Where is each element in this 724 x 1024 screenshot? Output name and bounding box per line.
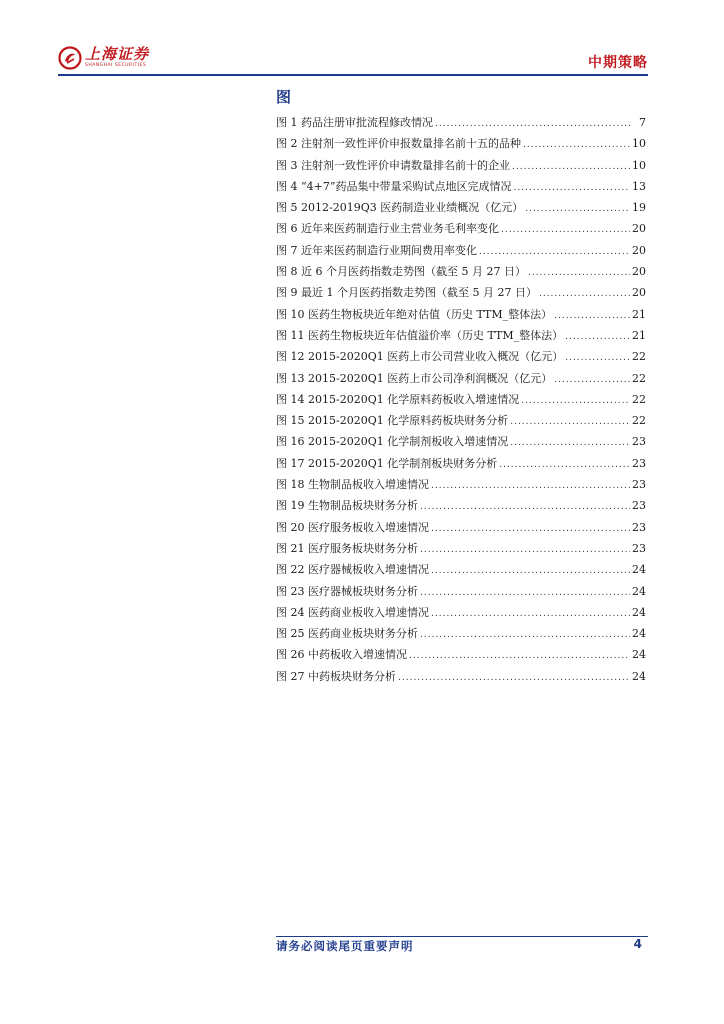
dot-leader: [565, 348, 630, 367]
figure-index-entry[interactable]: [276, 495, 646, 516]
figure-entry-page: 24: [632, 648, 646, 662]
figure-entry-page: 19: [632, 201, 646, 215]
dot-leader: [431, 519, 630, 538]
figure-index-entry[interactable]: [276, 112, 646, 133]
figure-entry-page: 23: [632, 435, 646, 449]
figure-index-list: [276, 112, 646, 687]
figure-index-entry[interactable]: [276, 133, 646, 154]
dot-leader: [409, 646, 630, 665]
dot-leader: [528, 263, 630, 282]
figure-entry-page: 13: [632, 179, 646, 193]
figure-entry-title: 图 10 医药生物板块近年绝对估值（历史 TTM_整体法）: [276, 307, 553, 321]
figure-entry-title: 图 20 医疗服务板收入增速情况: [276, 520, 429, 534]
dot-leader: [431, 476, 630, 495]
dot-leader: [501, 220, 630, 239]
figure-entry-title: 图 19 生物制品板块财务分析: [276, 499, 418, 513]
figure-entry-page: 24: [632, 669, 646, 683]
figure-index-entry[interactable]: [276, 261, 646, 282]
dot-leader: [521, 391, 630, 410]
dot-leader: [510, 412, 630, 431]
figure-index: [276, 86, 646, 687]
figure-index-entry[interactable]: [276, 346, 646, 367]
dot-leader: [420, 540, 630, 559]
figure-entry-page: 20: [632, 286, 646, 300]
figure-entry-page: 20: [632, 222, 646, 236]
figure-entry-page: 21: [632, 328, 646, 342]
figure-entry-title: 图 23 医疗器械板块财务分析: [276, 584, 418, 598]
figure-index-entry[interactable]: [276, 325, 646, 346]
figure-index-entry[interactable]: [276, 176, 646, 197]
figure-entry-title: 图 24 医药商业板收入增速情况: [276, 605, 429, 619]
figure-entry-title: 图 3 注射剂一致性评价申请数量排名前十的企业: [276, 158, 510, 172]
dot-leader: [435, 114, 632, 133]
figure-entry-title: 图 2 注射剂一致性评价申报数量排名前十五的品种: [276, 137, 521, 151]
figure-index-entry[interactable]: [276, 602, 646, 623]
figure-index-entry[interactable]: [276, 623, 646, 644]
figure-entry-page: 22: [632, 371, 646, 385]
figure-entry-title: 图 18 生物制品板收入增速情况: [276, 478, 429, 492]
figure-entry-page: 23: [632, 499, 646, 513]
dot-leader: [431, 604, 630, 623]
figure-index-entry[interactable]: [276, 389, 646, 410]
figure-entry-page: 7: [639, 116, 646, 129]
figure-entry-page: 23: [632, 541, 646, 555]
figure-entry-title: 图 12 2015-2020Q1 医药上市公司营业收入概况（亿元）: [276, 350, 564, 364]
figure-entry-page: 23: [632, 478, 646, 492]
figure-index-entry[interactable]: [276, 304, 646, 325]
dot-leader: [523, 135, 630, 154]
figure-entry-title: 图 16 2015-2020Q1 化学制剂板收入增速情况: [276, 435, 509, 449]
figure-entry-page: 20: [632, 243, 646, 257]
dot-leader: [398, 668, 630, 687]
logo-emblem-icon: [58, 46, 82, 70]
figure-entry-title: 图 14 2015-2020Q1 化学原料药板收入增速情况: [276, 392, 520, 406]
dot-leader: [420, 497, 630, 516]
figure-entry-page: 24: [632, 563, 646, 577]
dot-leader: [539, 284, 630, 303]
dot-leader: [499, 455, 630, 474]
figure-index-entry[interactable]: [276, 240, 646, 261]
dot-leader: [431, 561, 630, 580]
dot-leader: [513, 178, 630, 197]
page-number: 4: [633, 937, 642, 951]
figure-entry-title: 图 17 2015-2020Q1 化学制剂板块财务分析: [276, 456, 498, 470]
figure-index-entry[interactable]: [276, 644, 646, 665]
dot-leader: [479, 242, 630, 261]
figure-entry-title: 图 1 药品注册审批流程修改情况: [276, 116, 433, 129]
report-type-label: 中期策略: [588, 55, 648, 71]
figure-entry-title: 图 6 近年来医药制造行业主营业务毛利率变化: [276, 222, 499, 236]
figure-entry-page: 23: [632, 456, 646, 470]
figure-entry-title: 图 26 中药板收入增速情况: [276, 648, 407, 662]
figure-index-entry[interactable]: [276, 581, 646, 602]
figure-index-entry[interactable]: [276, 410, 646, 431]
figure-index-entry[interactable]: [276, 559, 646, 580]
figure-index-entry[interactable]: [276, 474, 646, 495]
figure-index-entry[interactable]: [276, 431, 646, 452]
page-header: [58, 46, 648, 76]
figure-entry-page: 10: [632, 158, 646, 172]
footer-divider: [276, 936, 648, 937]
figure-entry-title: 图 8 近 6 个月医药指数走势图（截至 5 月 27 日）: [276, 265, 526, 279]
figure-entry-page: 21: [632, 307, 646, 321]
dot-leader: [554, 370, 630, 389]
figure-entry-page: 10: [632, 137, 646, 151]
figure-index-entry[interactable]: [276, 197, 646, 218]
figure-entry-page: 20: [632, 265, 646, 279]
logo-english-name: SHANGHAI SECURITIES: [85, 63, 147, 68]
dot-leader: [420, 583, 630, 602]
dot-leader: [565, 327, 630, 346]
figure-entry-page: 24: [632, 627, 646, 641]
figure-entry-title: 图 13 2015-2020Q1 医药上市公司净利润概况（亿元）: [276, 371, 553, 385]
figure-index-entry[interactable]: [276, 155, 646, 176]
dot-leader: [525, 199, 630, 218]
figure-entry-title: 图 7 近年来医药制造行业期间费用率变化: [276, 243, 477, 257]
figure-index-entry[interactable]: [276, 538, 646, 559]
figure-index-entry[interactable]: [276, 517, 646, 538]
figure-entry-page: 22: [632, 392, 646, 406]
figure-entry-title: 图 11 医药生物板块近年估值溢价率（历史 TTM_整体法）: [276, 328, 564, 342]
dot-leader: [512, 157, 630, 176]
footer-disclaimer: 请务必阅读尾页重要声明: [276, 939, 414, 953]
figure-entry-title: 图 25 医药商业板块财务分析: [276, 627, 418, 641]
figure-entry-title: 图 15 2015-2020Q1 化学原料药板块财务分析: [276, 414, 509, 428]
figure-index-entry[interactable]: [276, 282, 646, 303]
figure-entry-title: 图 5 2012-2019Q3 医药制造业业绩概况（亿元）: [276, 201, 524, 215]
dot-leader: [420, 625, 630, 644]
figure-index-heading: 图: [276, 88, 292, 106]
figure-index-entry[interactable]: [276, 453, 646, 474]
figure-entry-title: 图 9 最近 1 个月医药指数走势图（截至 5 月 27 日）: [276, 286, 537, 300]
logo-chinese-name: 上海证券: [85, 45, 150, 63]
figure-entry-title: 图 21 医疗服务板块财务分析: [276, 541, 418, 555]
figure-entry-title: 图 4 “4+7”药品集中带量采购试点地区完成情况: [276, 179, 512, 193]
figure-entry-page: 24: [632, 584, 646, 598]
dot-leader: [554, 306, 630, 325]
figure-index-entry[interactable]: [276, 218, 646, 239]
dot-leader: [510, 433, 630, 452]
header-divider: [58, 74, 648, 76]
figure-entry-title: 图 22 医疗器械板收入增速情况: [276, 563, 429, 577]
figure-entry-page: 23: [632, 520, 646, 534]
figure-index-entry[interactable]: [276, 666, 646, 687]
figure-entry-title: 图 27 中药板块财务分析: [276, 669, 396, 683]
figure-entry-page: 24: [632, 605, 646, 619]
figure-entry-page: 22: [632, 414, 646, 428]
company-logo: [58, 46, 149, 70]
figure-entry-page: 22: [632, 350, 646, 364]
figure-index-entry[interactable]: [276, 368, 646, 389]
